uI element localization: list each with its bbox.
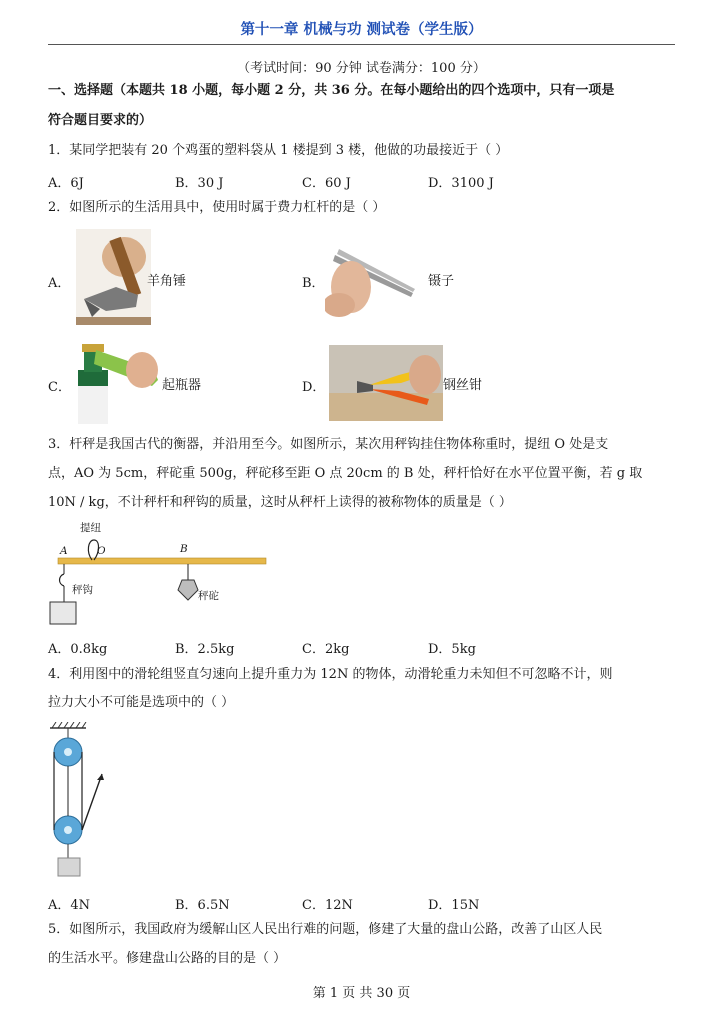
q3-label-b: B bbox=[180, 543, 188, 555]
q2-label-pliers: 钢丝钳 bbox=[443, 378, 483, 393]
q3-line1: 3．杆秤是我国古代的衡器，并沿用至今。如图所示，某次用秤钩挂住物体称重时，提纽 O 处是支 bbox=[48, 437, 609, 452]
title-divider bbox=[48, 44, 675, 45]
q2-letter-a: A． bbox=[48, 276, 71, 291]
q2-label-hammer: 羊角锤 bbox=[147, 274, 187, 289]
exam-info: （考试时间：90 分钟 试卷满分：100 分） bbox=[237, 61, 486, 76]
q2-letter-b: B． bbox=[302, 276, 325, 291]
section-heading: 一、选择题（本题共 18 小题，每小题 2 分，共 36 分。在每小题给出的四个选项中，只有一项是 bbox=[48, 83, 615, 98]
q4-line1: 4．利用图中的滑轮组竖直匀速向上提升重力为 12N 的物体，动滑轮重力未知但不可忽略不计，则 bbox=[48, 667, 613, 682]
q3-label-a: A bbox=[60, 545, 68, 557]
q1-stem: 1．某同学把装有 20 个鸡蛋的塑料袋从 1 楼提到 3 楼，他做的功最接近于（ ） bbox=[48, 143, 509, 158]
steelyard-figure bbox=[44, 516, 270, 628]
q4-option-a: A．4N bbox=[48, 898, 91, 913]
q3-option-b: B．2.5kg bbox=[175, 642, 235, 657]
tweezers-image bbox=[325, 235, 421, 317]
pulley-figure bbox=[46, 722, 112, 882]
q3-label-weight: 秤砣 bbox=[198, 590, 219, 602]
q1-option-a: A．6J bbox=[48, 176, 84, 191]
q1-option-d: D．3100 J bbox=[428, 176, 494, 191]
q3-label-tini: 提纽 bbox=[80, 522, 101, 534]
q2-label-tweezers: 镊子 bbox=[428, 274, 455, 289]
q4-line2: 拉力大小不可能是选项中的（ ） bbox=[48, 695, 235, 710]
q1-option-c: C．60 J bbox=[302, 176, 351, 191]
q1-option-b: B．30 J bbox=[175, 176, 224, 191]
q4-option-d: D．15N bbox=[428, 898, 480, 913]
section-heading-cont: 符合题目要求的） bbox=[48, 113, 153, 128]
bottle-opener-image bbox=[74, 340, 162, 424]
q4-option-c: C．12N bbox=[302, 898, 353, 913]
q4-option-b: B．6.5N bbox=[175, 898, 230, 913]
q5-line2: 的生活水平。修建盘山公路的目的是（ ） bbox=[48, 951, 287, 966]
q2-stem: 2．如图所示的生活用具中，使用时属于费力杠杆的是（ ） bbox=[48, 200, 386, 215]
q2-label-bottle-opener: 起瓶器 bbox=[162, 378, 202, 393]
pliers-image bbox=[329, 345, 443, 421]
q3-label-hook: 秤钩 bbox=[72, 584, 93, 596]
page-number: 第 1 页 共 30 页 bbox=[312, 986, 411, 1001]
q3-option-c: C．2kg bbox=[302, 642, 350, 657]
q2-letter-d: D． bbox=[302, 380, 326, 395]
q2-letter-c: C． bbox=[48, 380, 71, 395]
q3-option-a: A．0.8kg bbox=[48, 642, 108, 657]
q5-line1: 5．如图所示，我国政府为缓解山区人民出行难的问题，修建了大量的盘山公路，改善了山区人民 bbox=[48, 922, 603, 937]
hammer-image bbox=[76, 229, 151, 325]
q3-line3: 10N / kg，不计秤杆和秤钩的质量，这时从秤杆上读得的被称物体的质量是（ ） bbox=[48, 495, 512, 510]
q3-label-o: O bbox=[97, 545, 106, 557]
q3-line2: 点，AO 为 5cm，秤砣重 500g，秤砣移至距 O 点 20cm 的 B 处，秤杆恰好在水平位置平衡，若 g 取 bbox=[48, 466, 643, 481]
page-title: 第十一章 机械与功 测试卷（学生版） bbox=[240, 21, 483, 38]
q3-option-d: D．5kg bbox=[428, 642, 476, 657]
